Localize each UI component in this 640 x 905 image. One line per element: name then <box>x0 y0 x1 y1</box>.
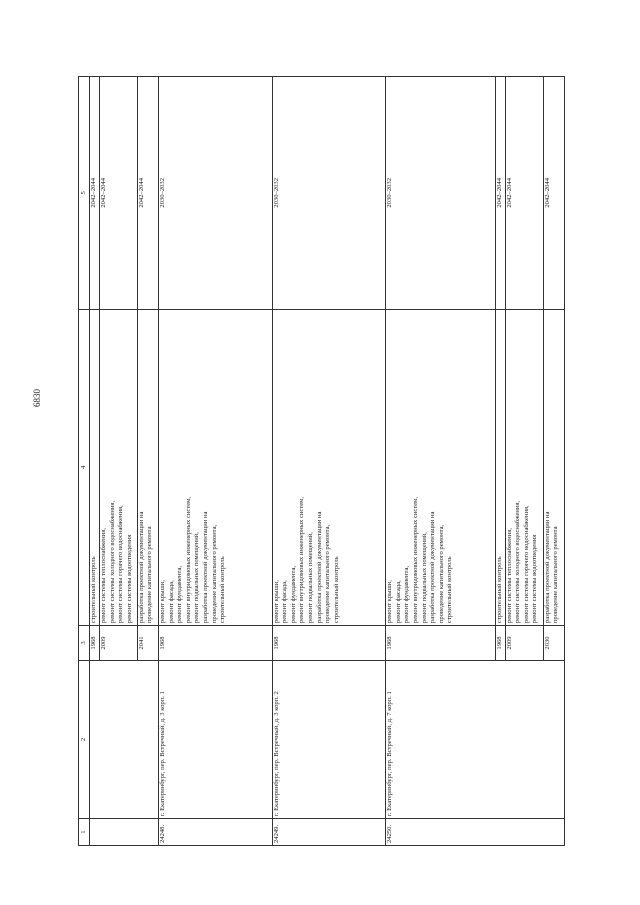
work-cell <box>505 309 543 625</box>
header-row <box>79 77 90 846</box>
header-col-1: 1 <box>79 819 90 846</box>
row-number: 24249. <box>272 819 386 846</box>
work-cell <box>543 309 564 625</box>
year-cell: 1968 <box>159 626 273 661</box>
work-line: строительный контроль <box>495 556 503 624</box>
work-line: ремонт системы теплоснабжения, <box>99 528 107 624</box>
table-row <box>386 77 495 846</box>
work-line: проведение капитального ремонта, <box>324 524 332 624</box>
work-line: ремонт фасада, <box>394 580 402 624</box>
period-cell: 2042–2044 <box>137 77 158 310</box>
period-cell: 2030–2032 <box>159 77 273 310</box>
work-line: разработка проектной документации на <box>543 511 551 624</box>
table-row <box>89 77 99 846</box>
work-line: строительный контроль <box>446 556 454 624</box>
work-line: ремонт системы горячего водоснабжения, <box>522 505 530 624</box>
page-number: 6830 <box>32 389 42 407</box>
period-cell: 2042–2044 <box>495 77 505 310</box>
work-line: ремонт фундамента, <box>176 565 184 624</box>
work-line: строительный контроль <box>89 556 97 624</box>
year-cell: 2009 <box>505 626 543 661</box>
work-line: разработка проектной документации на <box>201 511 209 624</box>
work-cell <box>99 309 137 625</box>
period-cell: 2042–2044 <box>505 77 543 310</box>
row-address: г. Екатеринбург, пер. Встречный, д. 3 корп. 1 <box>159 660 273 818</box>
row-number: 24248. <box>159 819 273 846</box>
work-line: ремонт фундамента, <box>289 565 297 624</box>
work-cell <box>495 309 505 625</box>
work-line: ремонт фасада, <box>281 580 289 624</box>
work-line: проведение капитального ремонта <box>552 526 560 624</box>
row-number <box>89 819 158 846</box>
work-line: ремонт внутридомовых инженерных систем, <box>298 497 306 624</box>
work-line: ремонт системы водоотведения <box>531 534 539 624</box>
repair-schedule-table <box>78 76 565 846</box>
work-cell <box>272 309 386 625</box>
table-row <box>159 77 273 846</box>
period-cell: 2030–2032 <box>386 77 495 310</box>
row-address <box>89 660 158 818</box>
work-line: ремонт внутридомовых инженерных систем, <box>411 497 419 624</box>
row-number: 24250. <box>386 819 565 846</box>
year-cell: 2030 <box>543 626 564 661</box>
row-address: г. Екатеринбург, пер. Встречный, д. 7 корп. 1 <box>386 660 565 818</box>
work-line: разработка проектной документации на <box>429 511 437 624</box>
work-line: ремонт крыши, <box>159 580 167 624</box>
work-cell <box>386 309 495 625</box>
year-cell: 1968 <box>272 626 386 661</box>
period-cell: 2042–2044 <box>89 77 99 310</box>
table-row <box>272 77 386 846</box>
work-line: ремонт системы теплоснабжения, <box>505 528 513 624</box>
work-line: ремонт фасада, <box>167 580 175 624</box>
work-line: ремонт подвальных помещений, <box>420 532 428 624</box>
work-line: ремонт системы холодного водоснабжения, <box>108 500 116 624</box>
work-line: проведение капитального ремонта, <box>437 524 445 624</box>
header-col-5: 5 <box>79 77 90 310</box>
work-line: строительный контроль <box>219 556 227 624</box>
year-cell: 1968 <box>386 626 495 661</box>
header-col-4: 4 <box>79 309 90 625</box>
header-col-3: 3 <box>79 626 90 661</box>
period-cell: 2042–2044 <box>99 77 137 310</box>
year-cell: 1968 <box>89 626 99 661</box>
work-line: проведение капитального ремонта <box>146 526 154 624</box>
header-col-2: 2 <box>79 660 90 818</box>
year-cell: 2041 <box>137 626 158 661</box>
row-address: г. Екатеринбург, пер. Встречный, д. 3 корп. 2 <box>272 660 386 818</box>
year-cell: 2009 <box>99 626 137 661</box>
year-cell: 1968 <box>495 626 505 661</box>
work-line: ремонт подвальных помещений, <box>306 532 314 624</box>
work-line: ремонт крыши, <box>272 580 280 624</box>
work-line: ремонт крыши, <box>386 580 394 624</box>
work-cell <box>159 309 273 625</box>
work-line: ремонт системы горячего водоснабжения, <box>117 505 125 624</box>
work-line: разработка проектной документации на <box>137 511 145 624</box>
work-line: ремонт системы холодного водоснабжения, <box>514 500 522 624</box>
work-line: ремонт внутридомовых инженерных систем, <box>184 497 192 624</box>
period-cell: 2042–2044 <box>543 77 564 310</box>
work-line: ремонт подвальных помещений, <box>193 532 201 624</box>
work-cell <box>137 309 158 625</box>
work-line: проведение капитального ремонта, <box>210 524 218 624</box>
period-cell: 2030–2032 <box>272 77 386 310</box>
work-line: разработка проектной документации на <box>315 511 323 624</box>
work-line: строительный контроль <box>332 556 340 624</box>
rotated-table-container <box>78 76 565 846</box>
work-cell <box>89 309 99 625</box>
work-line: ремонт системы водоотведения <box>125 534 133 624</box>
work-line: ремонт фундамента, <box>403 565 411 624</box>
